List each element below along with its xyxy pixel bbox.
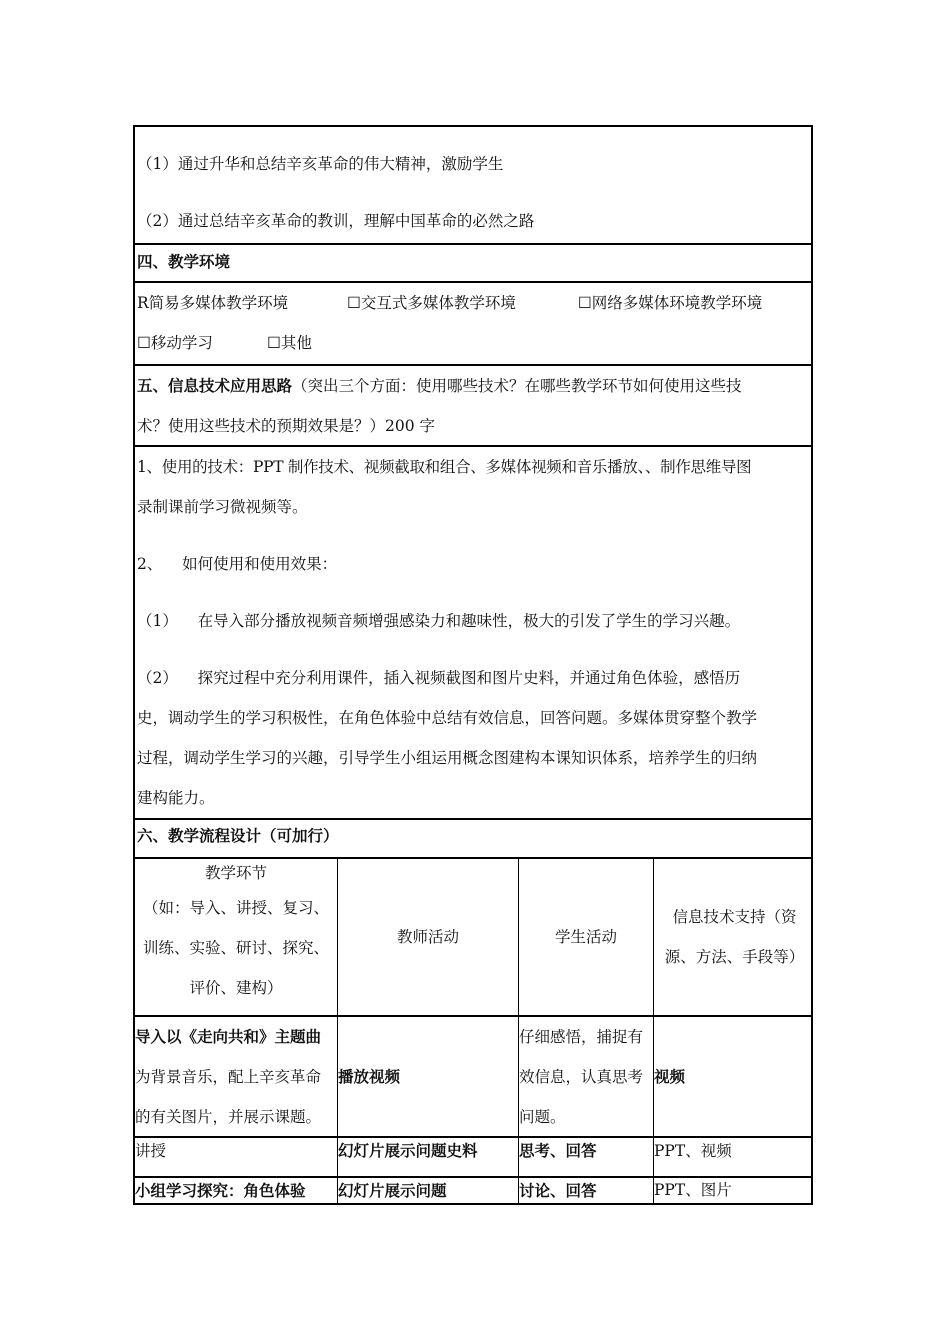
teacher-activity-group-inquiry: 幻灯片展示问题	[338, 1178, 519, 1203]
option-other[interactable]	[267, 323, 312, 363]
student-activity-group-inquiry: 讨论、回答	[519, 1178, 654, 1203]
environment-options	[133, 283, 813, 366]
header-stage	[135, 859, 338, 1015]
flow-row-lecture	[133, 1138, 813, 1178]
option-label: 移动学习	[150, 334, 213, 352]
header-stage-line: 教学环节	[204, 864, 267, 882]
stage-group-inquiry: 小组学习探究：角色体验	[135, 1178, 338, 1203]
header-it-line: 源、方法、手段等）	[664, 948, 805, 966]
checkbox-icon: ☐	[137, 334, 151, 352]
tech-used-line-1: 1、使用的技术：PPT 制作技术、视频截取和组合、多媒体视频和音乐播放、、制作思维导图	[137, 458, 752, 476]
it-approach-note: （突出三个方面：使用哪些技术？在哪些教学环节如何使用这些技	[292, 377, 742, 395]
header-stage-line: 评价、建构）	[189, 979, 283, 997]
environment-heading-row	[133, 245, 813, 283]
stage-lecture: 讲授	[135, 1138, 338, 1176]
option-label: 交互式多媒体教学环境	[360, 294, 516, 312]
student-activity-lecture: 思考、回答	[519, 1138, 654, 1176]
usage-point-2-line-3: 过程，调动学生学习的兴趣，引导学生小组运用概念图建构本课知识体系，培养学生的归纳	[137, 749, 758, 767]
teacher-activity-lecture: 幻灯片展示问题史料	[338, 1138, 519, 1176]
header-stage-line: （如：导入、讲授、复习、	[142, 899, 329, 917]
usage-point-2-line-4: 建构能力。	[137, 789, 215, 807]
header-student-activity: 学生活动	[519, 859, 654, 1015]
tech-used-line-2: 录制课前学习微视频等。	[137, 498, 308, 516]
flow-heading: 六、教学流程设计（可加行）	[137, 826, 339, 845]
usage-point-2-line-2: 史，调动学生的学习积极性，在角色体验中总结有效信息，回答问题。多媒体贯穿整个教学	[137, 709, 758, 727]
teacher-activity-intro: 播放视频	[338, 1017, 519, 1136]
student-activity-intro	[519, 1017, 654, 1136]
option-label: 网络多媒体环境教学环境	[591, 294, 763, 312]
usage-heading: 2、 如何使用和使用效果：	[137, 555, 338, 573]
environment-heading: 四、教学环境	[137, 252, 231, 271]
student-line: 问题。	[519, 1108, 566, 1126]
flow-table-header	[133, 859, 813, 1017]
usage-point-2-line-1: （2） 探究过程中充分利用课件，插入视频截图和图片史料，并通过角色体验，感悟历	[137, 669, 741, 687]
it-approach-heading-line-2: 术？使用这些技术的预期效果是？）200 字	[137, 417, 436, 435]
stage-intro	[135, 1017, 338, 1136]
environment-options-line-1	[135, 283, 811, 323]
option-simple-multimedia[interactable]	[137, 283, 342, 323]
it-approach-body	[133, 447, 813, 820]
it-support-group-inquiry: PPT、图片	[654, 1181, 732, 1199]
goals-section	[133, 125, 813, 245]
flow-heading-row	[133, 820, 813, 859]
option-mobile-learning[interactable]	[137, 323, 262, 363]
option-interactive-multimedia[interactable]	[347, 283, 573, 323]
goal-line-2: （2）通过总结辛亥革命的教训，理解中国革命的必然之路	[137, 212, 535, 230]
goal-line-1: （1）通过升华和总结辛亥革命的伟大精神，激励学生	[137, 155, 504, 173]
it-approach-heading: 五、信息技术应用思路	[137, 376, 293, 395]
checked-mark-icon: R	[137, 294, 149, 312]
stage-line: 导入以《走向共和》主题曲	[135, 1027, 322, 1046]
header-it-line: 信息技术支持（资	[672, 908, 797, 926]
flow-row-group-inquiry	[133, 1178, 813, 1205]
header-stage-line: 训练、实验、研讨、探究、	[142, 939, 329, 957]
header-teacher-activity: 教师活动	[338, 859, 519, 1015]
header-it-support	[654, 859, 815, 1015]
it-approach-heading-line-1	[135, 366, 811, 406]
option-label: 简易多媒体教学环境	[148, 294, 289, 312]
stage-line: 的有关图片，并展示课题。	[135, 1108, 322, 1126]
option-label: 其他	[280, 334, 312, 352]
option-network-multimedia[interactable]	[578, 283, 762, 323]
checkbox-icon: ☐	[577, 294, 592, 312]
checkbox-icon: ☐	[346, 294, 361, 312]
it-support-lecture: PPT、视频	[654, 1142, 732, 1160]
student-line: 效信息，认真思考	[519, 1068, 644, 1086]
flow-row-intro	[133, 1017, 813, 1138]
checkbox-icon: ☐	[266, 334, 281, 352]
it-approach-heading-row	[133, 366, 813, 447]
student-line: 仔细感悟，捕捉有	[519, 1028, 644, 1046]
stage-line: 为背景音乐，配上辛亥革命	[135, 1068, 322, 1086]
environment-options-line-2	[135, 323, 811, 363]
lesson-plan-table	[133, 125, 813, 1205]
it-support-intro: 视频	[654, 1066, 686, 1086]
usage-point-1: （1） 在导入部分播放视频音频增强感染力和趣味性，极大的引发了学生的学习兴趣。	[137, 612, 741, 630]
